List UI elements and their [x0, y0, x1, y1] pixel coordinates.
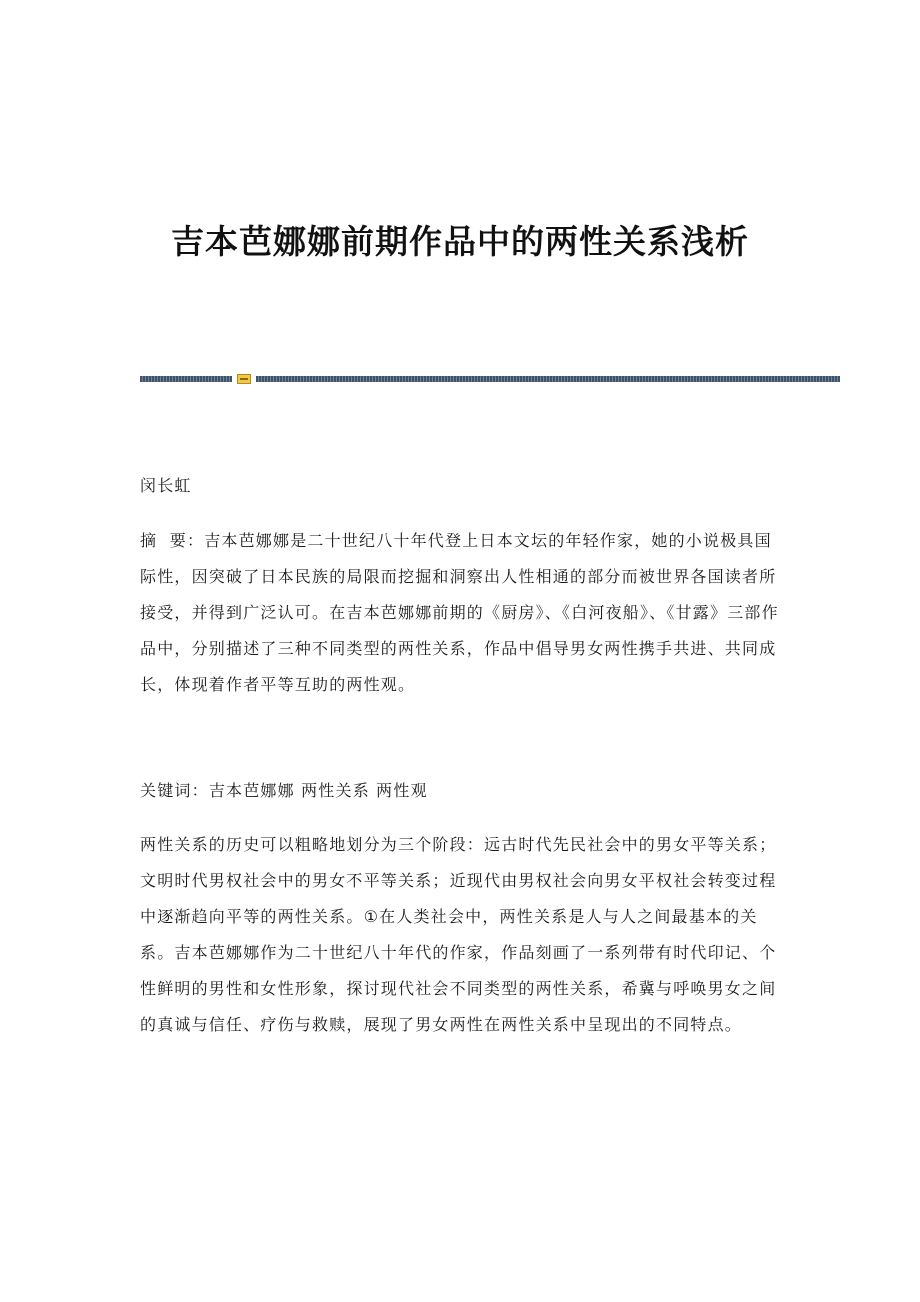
abstract-label: 摘 要：: [140, 531, 205, 550]
author-name: 闵长虹: [140, 476, 192, 495]
title-divider: [140, 374, 840, 384]
divider-bar-left: [140, 376, 232, 382]
keywords-text: 吉本芭娜娜 两性关系 两性观: [208, 781, 428, 800]
body-paragraph: 两性关系的历史可以粗略地划分为三个阶段：远古时代先民社会中的男女平等关系；文明时代男权社会中的男女不平等关系；近现代由男权社会向男女平权社会转变过程中逐渐趋向平等的两性关系。①在人类社会中，两性关系是人与人之间最基本的关系。吉本芭娜娜作为二十世纪八十年代的作家，作品刻画了一系列带有时代印记、个性鲜明的男性和女性形象，探讨现代社会不同类型的两性关系，希冀与呼唤男女之间的真诚与信任、疗伤与救赎，展现了男女两性在两性关系中呈现出的不同特点。: [140, 835, 777, 1034]
abstract-text: 吉本芭娜娜是二十世纪八十年代登上日本文坛的年轻作家，她的小说极具国际性，因突破了日本民族的局限而挖掘和洞察出人性相通的部分而被世界各国读者所接受，并得到广泛认可。在吉本芭娜娜前期的《厨房》、《白河夜船》、《甘露》三部作品中，分别描述了三种不同类型的两性关系，作品中倡导男女两性携手共进、共同成长，体现着作者平等互助的两性观。: [140, 531, 779, 694]
divider-bar-right: [256, 376, 840, 382]
keywords-line: [140, 773, 780, 809]
keywords-label: 关键词：: [140, 781, 209, 800]
page-title: 吉本芭娜娜前期作品中的两性关系浅析: [171, 222, 749, 261]
abstract-paragraph: [140, 523, 780, 703]
divider-ornament-icon: [237, 374, 251, 384]
